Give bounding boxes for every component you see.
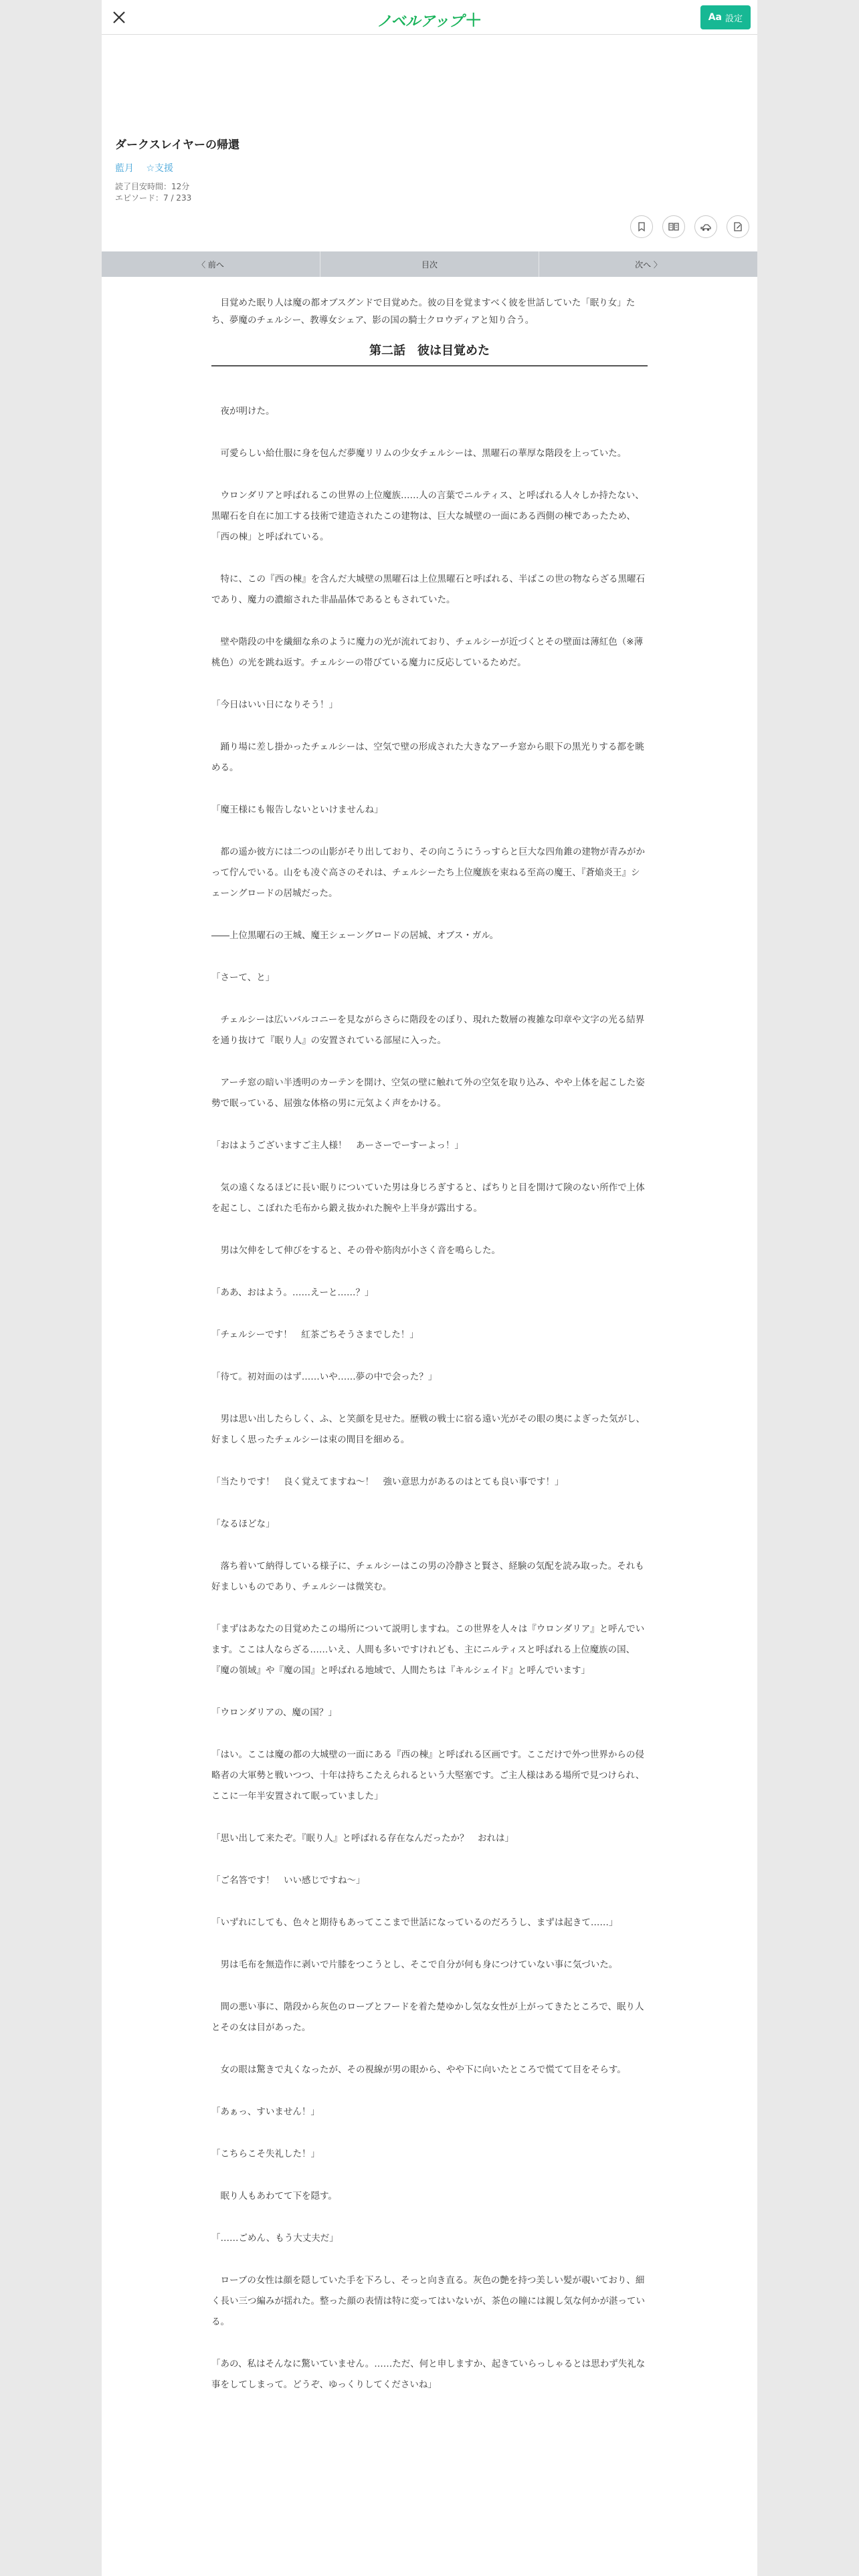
body-paragraph: 男は欠伸をして伸びをすると、その骨や筋肉が小さく音を鳴らした。 [211,1245,500,1256]
vehicle-icon [700,221,712,232]
body-paragraph: 「こちらこそ失礼した！」 [211,2149,320,2159]
settings-button[interactable] [700,5,751,29]
author-row [115,161,744,175]
bookmark-icon [636,221,647,232]
body-paragraph: ローブの女性は顔を隠していた手を下ろし、そっと向き直る。灰色の艶を持つ美しい髪が覗いており、細く長い三つ編みが揺れた。整った顔の表情は特に変ってはいないが、茶色の瞳には親し気な何かが湛っている。 [211,2275,645,2327]
preface: 目覚めた眠り人は魔の都オブスグンドで目覚めた。彼の目を覚ますべく彼を世話していた「眠り女」たち、夢魔のチェルシー、教導女シェア、影の国の騎士クロウディアと知り合う。 [211,298,636,326]
vehicle-button[interactable] [694,215,717,238]
body-paragraph: 眠り人もあわてて下を隠す。 [211,2191,337,2202]
body-paragraph: 落ち着いて納得している様子に、チェルシーはこの男の冷静さと賢さ、経験の気配を読み取った。それも好ましいものであり、チェルシーは微笑む。 [211,1561,644,1592]
episode-nav [102,251,757,277]
support-link[interactable]: ☆支援 [146,163,174,174]
body-paragraph: 男は思い出したらしく、ふ、と笑顔を見せた。歴戦の戦士に宿る遠い光がその眼の奥によぎった気がし、好ましく思ったチェルシーは束の間目を細める。 [211,1414,645,1445]
body-paragraph: チェルシーは広いバルコニーを見ながらさらに階段をのぼり、現れた数層の複雑な印章や文字の光る結界を通り抜けて『眠り人』の安置されている部屋に入った。 [211,1014,645,1046]
edit-button[interactable] [727,215,749,238]
paragraph-list [211,401,648,2395]
reading-icon [668,221,680,232]
body-paragraph: 「さーて、と」 [211,972,275,983]
action-icons [630,215,749,238]
body-paragraph: 「おはようございますご主人様！ あーさーでーすーよっ！」 [211,1140,464,1151]
body-paragraph: 「まずはあなたの目覚めたこの場所について説明しますね。この世界を人々は『ウロンダリア』と呼んでいます。ここは人ならざる……いえ、人間も多いですけれども、主にニルティスと呼ばれる上位魔族の国、『魔の領域』や『魔の国』と呼ばれる地域で、人間たちは『キルシェイド』と呼んでいます」 [211,1624,645,1676]
body-paragraph: 「魔王様にも報告しないといけませんね」 [211,804,383,815]
body-paragraph: ――上位黒曜石の王城、魔王シェーングロードの居城、オブス・ガル。 [211,930,499,941]
body-paragraph: 「ご名答です！ いい感じですね～」 [211,1875,365,1886]
prev-button[interactable]: 〈 前へ [102,251,320,277]
settings-label: 設定 [725,13,743,24]
body-paragraph: 夜が明けた。 [211,406,275,417]
body-paragraph: 可愛らしい給仕服に身を包んだ夢魔リリムの少女チェルシーは、黒曜石の華厚な階段を上っていた。 [211,448,627,459]
novel-title[interactable]: ダークスレイヤーの帰還 [115,138,240,152]
body-paragraph: 間の悪い事に、階段から灰色のローブとフードを着た楚ゆかし気な女性が上がってきたところで、眠り人とその女は目があった。 [211,2002,644,2033]
reading-button[interactable] [662,215,685,238]
site-logo[interactable] [102,7,757,31]
logo-plus: ＋ [464,11,482,31]
body-paragraph: 「今日はいい日になりそう！」 [211,700,338,710]
toc-button[interactable]: 目次 [320,251,539,277]
body-paragraph: 「……ごめん、もう大丈夫だ」 [211,2233,339,2244]
font-settings-icon: Aa [708,12,722,23]
body-paragraph: 「チェルシーです！ 紅茶ごちそうさまでした！」 [211,1329,419,1340]
body-paragraph: 「待て。初対面のはず……いや……夢の中で会った？」 [211,1372,438,1382]
top-bar [102,0,757,35]
bookmark-button[interactable] [630,215,653,238]
body-paragraph: 壁や階段の中を繊細な糸のように魔力の光が流れており、チェルシーが近づくとその壁面は薄紅色（※薄桃色）の光を跳ね返す。チェルシーの帯びている魔力に反応しているためだ。 [211,637,644,668]
episode-body [211,294,648,2417]
body-paragraph: 気の遠くなるほどに長い眠りについていた男は身じろぎすると、ぱちりと目を開けて険のない所作で上体を起こし、こぼれた毛布から鍛え抜かれた腕や上半身が露出する。 [211,1182,645,1214]
body-paragraph: 「ああ、おはよう。……えーと……？」 [211,1287,374,1298]
body-paragraph: 都の遥か彼方には二つの山影がそり出しており、その向こうにうっすらと巨大な四角錐の建物が青みがかって佇んでいる。山をも凌ぐ高さのそれは、チェルシーたち上位魔族を束ねる至高の魔王、『蒼焔炎王』シェーングロードの居城だった。 [211,847,645,899]
body-paragraph: 「いずれにしても、色々と期待もあってここまで世話になっているのだろうし、まずは起きて……」 [211,1917,618,1928]
body-paragraph: 男は毛布を無造作に剥いで片膝をつこうとし、そこで自分が何も身につけていない事に気づいた。 [211,1959,618,1970]
body-paragraph: 「はい。ここは魔の都の大城壁の一面にある『西の棟』と呼ばれる区画です。ここだけで外つ世界からの侵略者の大軍勢と戦いつつ、十年は持ちこたえられるという大堅塞です。ご主人様はある場所で見つけられ、ここに一年半安置されて眠っていました」 [211,1749,645,1802]
next-button[interactable]: 次へ 〉 [635,259,662,270]
body-paragraph: 女の眼は驚きで丸くなったが、その視線が男の眼から、やや下に向いたところで慌てて目をそらす。 [211,2064,626,2075]
logo-text: ノベルアップ [377,13,464,30]
body-paragraph: ウロンダリアと呼ばれるこの世界の上位魔族……人の言葉でニルティス、と呼ばれる人々しか持たない、黒曜石を自在に加工する技術で建造されたこの建物は、巨大な城壁の一面にある西側の棟であったため、「西の棟」と呼ばれている。 [211,490,644,542]
body-paragraph: 踊り場に差し掛かったチェルシーは、空気で壁の形成された大きなアーチ窓から眼下の黒光りする都を眺める。 [211,742,644,773]
chapter-title: 第二話 彼は目覚めた [211,341,648,366]
body-paragraph: アーチ窓の暗い半透明のカーテンを開け、空気の壁に触れて外の空気を取り込み、やや上体を起こした姿勢で眠っている、屈強な体格の男に元気よく声をかける。 [211,1077,645,1109]
reader-page [102,0,757,2576]
body-paragraph: 「思い出して来たぞ。『眠り人』と呼ばれる存在なんだったか？ おれは」 [211,1833,514,1844]
read-time: 読了目安時間：12分 [115,182,190,191]
edit-icon [733,221,743,232]
author-link[interactable]: 藍月 [115,163,134,174]
episode-count: エピソード：7 / 233 [115,193,192,203]
body-paragraph: 「当たりです！ 良く覚えてますね～！ 強い意思力があるのはとても良い事です！」 [211,1477,564,1487]
body-paragraph: 特に、この『西の棟』を含んだ大城壁の黒曜石は上位黒曜石と呼ばれる、半ばこの世の物ならざる黒曜石であり、魔力の濃縮された非晶晶体であるともされていた。 [211,574,645,605]
body-paragraph: 「なるほどな」 [211,1519,275,1529]
body-paragraph: 「あの、私はそんなに驚いていません。……ただ、何と申しますか、起きていらっしゃるとは思わず失礼な事をしてしまって。どうぞ、ゆっくりしてくださいね」 [211,2359,646,2390]
body-paragraph: 「ウロンダリアの、魔の国？」 [211,1707,337,1718]
body-paragraph: 「あぁっ、すいません！」 [211,2107,320,2117]
